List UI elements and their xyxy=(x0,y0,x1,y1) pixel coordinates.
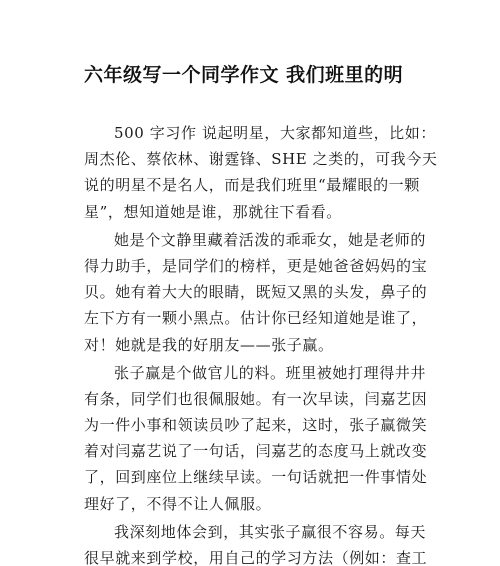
text-line: 有条，同学们也很佩服她。有一次早读，闫嘉艺因 xyxy=(84,389,428,408)
text-line: 张子赢是个做官儿的料。班里被她打理得井井 xyxy=(114,363,427,382)
text-line: 我深刻地体会到，其实张子赢很不容易。每天 xyxy=(114,522,427,541)
document-body xyxy=(84,120,438,566)
text-line: 说的明星不是名人，而是我们班里“最耀眼的一颗 xyxy=(84,176,420,195)
text-line: 很早就来到学校，用自己的学习方法（例如：查工 xyxy=(84,549,428,566)
text-line: 对！她就是我的好朋友——张子赢。 xyxy=(84,335,334,354)
text-line: 为一件小事和领读员吵了起来，这时，张子赢微笑 xyxy=(84,416,428,435)
text-line: 周杰伦、蔡依林、谢霆锋、SHE 之类的，可我今天 xyxy=(84,150,438,169)
text-line: 贝。她有着大大的眼睛，既短又黑的头发，鼻子的 xyxy=(84,283,428,302)
document-title: 六年级写一个同学作文 我们班里的明 xyxy=(84,64,404,86)
paragraph-2 xyxy=(84,227,426,358)
text-line: 左下方有一颗小黑点。估计你已经知道她是谁了， xyxy=(84,309,428,328)
text-line: 着对闫嘉艺说了一句话，闫嘉艺的态度马上就改变 xyxy=(84,442,428,461)
paragraph-1 xyxy=(84,120,438,225)
text-line: 理好了，不得不让人佩服。 xyxy=(84,494,272,513)
text-line: 得力助手，是同学们的榜样，更是她爸爸妈妈的宝 xyxy=(84,256,428,275)
text-line: 了，回到座位上继续早读。一句话就把一件事情处 xyxy=(84,468,428,487)
paragraph-3 xyxy=(84,360,426,517)
paragraph-4 xyxy=(84,519,426,566)
text-line: 500 字习作 说起明星，大家都知道些，比如： xyxy=(114,124,436,142)
text-line: 星”，想知道她是谁，那就往下看看。 xyxy=(84,202,342,221)
text-line: 她是个文静里藏着活泼的乖乖女，她是老师的 xyxy=(114,230,427,249)
